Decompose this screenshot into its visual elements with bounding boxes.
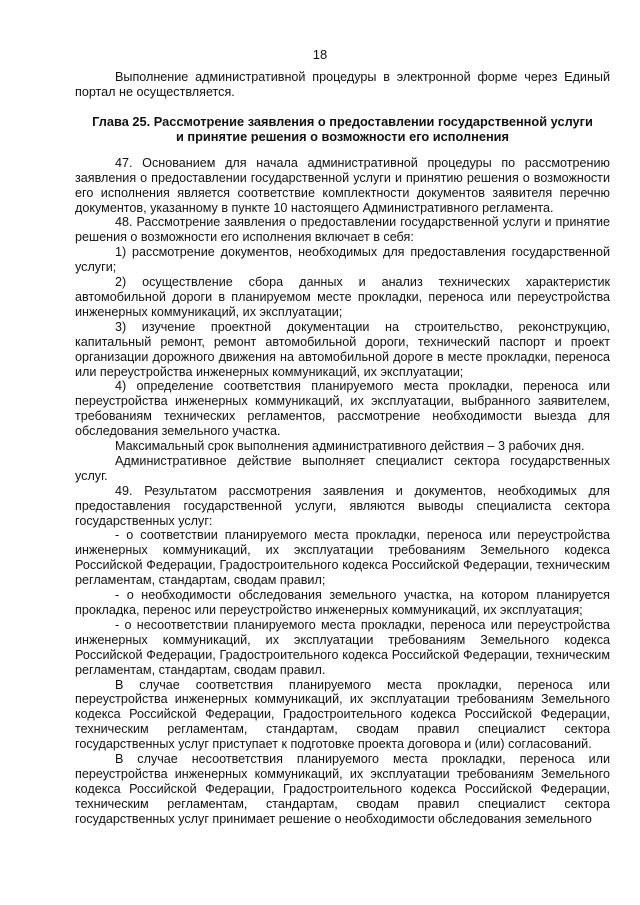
spacer [75,144,610,156]
case-compliance-paragraph: В случае соответствия планируемого места прокладки, переноса или переустройства инженерных коммуникаций, их эксплуатации требованиям Земельного кодекса Российской Федерации, Градостроительного кодекса Российской Федерации, техническим регламентам, стандартам, сводам правил специалист сектора государственных услуг приступает к подготовке проекта договора и (или) согласований. [75,677,610,752]
paragraph-49: 49. Результатом рассмотрения заявления и документов, необходимых для предоставления государственной услуги, являются выводы специалиста сектора государственных услуг: [75,483,610,528]
max-term-paragraph: Максимальный срок выполнения административного действия – 3 рабочих дня. [115,439,585,454]
chapter-title-line-1: Глава 25. Рассмотрение заявления о предоставлении государственной услуги [92,113,593,129]
conclusion-item-2: - о необходимости обследования земельного участка, на котором планируется прокладка, перенос или переустройство инженерных коммуникаций, их эксплуатация; [75,588,610,617]
executor-paragraph: Административное действие выполняет специалист сектора государственных услуг. [75,453,610,483]
list-item-2: 2) осуществление сбора данных и анализ технических характеристик автомобильной дороги в планируемом месте прокладки, переноса или переустройства инженерных коммуникаций, их эксплуатации; [75,275,610,319]
conclusion-item-1: - о соответствии планируемого места прокладки, переноса или переустройства инженерных коммуникаций, их эксплуатации требованиям Земельного кодекса Российской Федерации, Градостроительного кодекса Российской Федерации, техническим регламентам, стандартам, сводам правил; [75,528,610,588]
page-content [75,70,610,827]
paragraph-47: 47. Основанием для начала административной процедуры по рассмотрению заявления о предоставлении государственной услуги и принятию решения о возможности его исполнения является соответствие комплектности документов заявителя перечню документов, указанному в пункте 10 настоящего Административного регламента. [75,155,610,215]
page-number: 18 [312,47,328,62]
chapter-title-line-2: и принятие решения о возможности его исполнения [175,128,510,144]
spacer [75,100,610,114]
list-item-3: 3) изучение проектной документации на строительство, реконструкцию, капитальный ремонт, ремонт автомобильной дороги, технический паспорт и проект организации дорожного движения на автомобильной дороге в месте прокладки, переноса или переустройства инженерных коммуникаций, их эксплуатации; [75,319,610,379]
list-item-1: 1) рассмотрение документов, необходимых для предоставления государственной услуги; [75,245,610,275]
list-item-4: 4) определение соответствия планируемого места прокладки, переноса или переустройства инженерных коммуникаций, их эксплуатации, выбранного заявителем, требованиям технических регламентов, рассмотрение необходимости выезда для обследования земельного участка. [75,379,610,439]
intro-paragraph: Выполнение административной процедуры в электронной форме через Единый портал не осуществляется. [75,70,610,99]
case-noncompliance-paragraph: В случае несоответствия планируемого места прокладки, переноса или переустройства инженерных коммуникаций, их эксплуатации требованиям Земельного кодекса Российской Федерации, Градостроительного кодекса Российской Федерации, техническим регламентам, стандартам, сводам правил специалист сектора государственных услуг принимает решение о необходимости обследования земельного [75,752,610,826]
paragraph-48: 48. Рассмотрение заявления о предоставлении государственной услуги и принятие решения о возможности его исполнения включает в себя: [75,215,610,245]
conclusion-item-3: - о несоответствии планируемого места прокладки, переноса или переустройства инженерных коммуникаций, их эксплуатации требованиям Земельного кодекса Российской Федерации, Градостроительного кодекса Российской Федерации, техническим регламентам, стандартам, сводам правил. [75,617,610,677]
